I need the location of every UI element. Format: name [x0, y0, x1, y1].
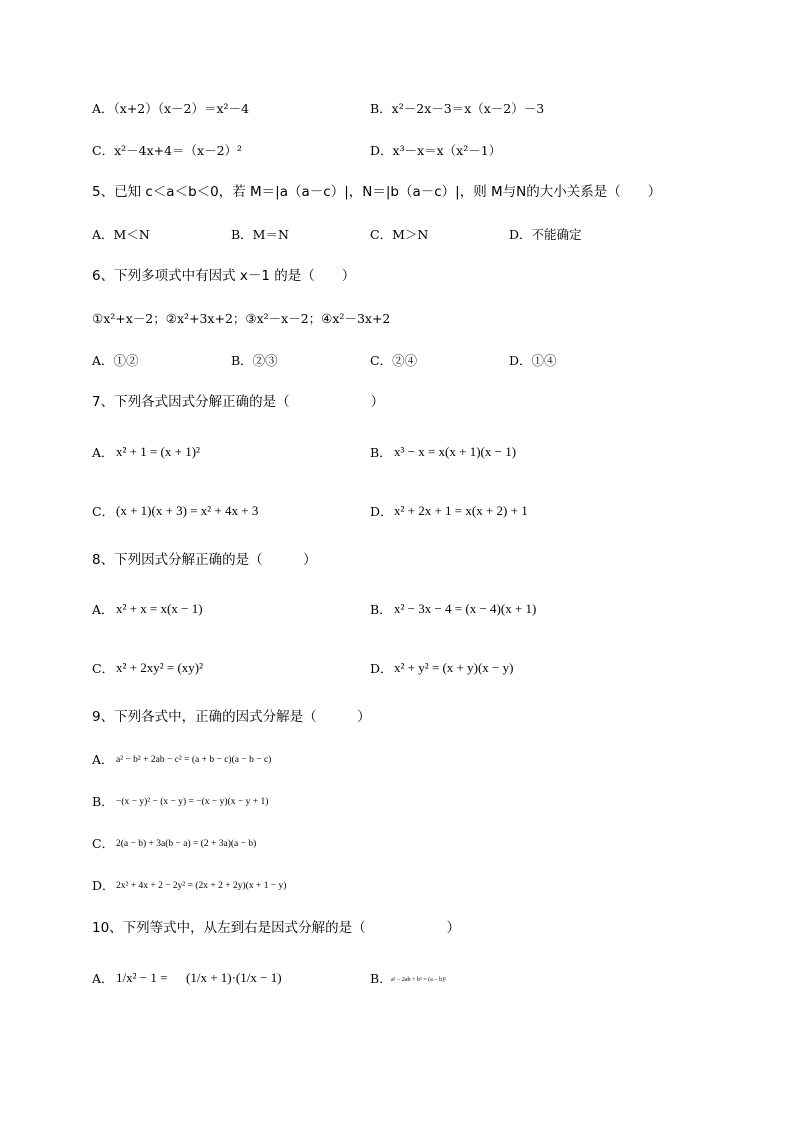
- q9-stem: 9、下列各式中，正确的因式分解是（ ）: [92, 709, 371, 725]
- q5-option-a: A．M＜N: [92, 227, 150, 242]
- q7-option-a-formula: x² + 1 = (x + 1)²: [116, 444, 200, 459]
- q9-option-c-label: C．: [92, 836, 115, 851]
- q9-option-d-formula: 2x² + 4x + 2 − 2y² = (2x + 2 + 2y)(x + 1 − y): [116, 881, 287, 891]
- q10-option-a-lhs: 1/x² − 1 =: [116, 970, 168, 985]
- q6-polynomial-list: ①x²+x－2；②x²+3x+2；③x²－x－2；④x²－3x+2: [92, 311, 391, 326]
- q10-option-b-label: B．: [370, 971, 392, 986]
- q7-option-b-formula: x³ − x = x(x + 1)(x − 1): [394, 444, 517, 459]
- q10-option-b-formula: a² − 2ab + b² = (a − b)²: [391, 977, 446, 983]
- q5-stem: 5、已知 c＜a＜b＜0，若 M＝|a（a－c）|，N＝|b（a－c）|，则 M与N的大小关系是（ ）: [92, 184, 662, 200]
- q8-option-c-label: C．: [92, 661, 115, 676]
- q8-option-a-formula: x² + x = x(x − 1): [116, 601, 203, 616]
- q5-option-d: D．不能确定: [509, 227, 582, 242]
- q6-stem: 6、下列多项式中有因式 x－1 的是（ ）: [92, 268, 356, 284]
- q9-option-b-formula: −(x − y)² − (x − y) = −(x − y)(x − y + 1): [116, 797, 269, 807]
- q7-option-b-label: B．: [370, 445, 392, 460]
- q6-option-d: D．①④: [509, 353, 557, 368]
- q9-option-a-label: A．: [92, 752, 114, 767]
- q7-option-a-label: A．: [92, 445, 114, 460]
- q6-option-c: C．②④: [370, 353, 418, 368]
- q8-stem: 8、下列因式分解正确的是（ ）: [92, 552, 317, 568]
- q9-option-d-label: D．: [92, 878, 115, 893]
- q8-option-b-formula: x² − 3x − 4 = (x − 4)(x + 1): [394, 601, 537, 616]
- q10-option-a-label: A．: [92, 971, 114, 986]
- q9-option-a-formula: a² − b² + 2ab − c² = (a + b − c)(a − b − c): [116, 755, 272, 765]
- q8-option-a-label: A．: [92, 602, 114, 617]
- q10-stem: 10、下列等式中，从左到右是因式分解的是（ ）: [92, 920, 461, 936]
- q9-option-b-label: B．: [92, 794, 114, 809]
- q7-option-c-label: C．: [92, 504, 115, 519]
- q5-option-c: C．M＞N: [370, 227, 429, 242]
- q8-option-d-label: D．: [370, 661, 393, 676]
- q9-option-c-formula: 2(a − b) + 3a(b − a) = (2 + 3a)(a − b): [116, 839, 257, 849]
- q7-option-c-formula: (x + 1)(x + 3) = x² + 4x + 3: [116, 503, 259, 518]
- q5-option-b: B．M＝N: [231, 227, 289, 242]
- q7-option-d-formula: x² + 2x + 1 = x(x + 2) + 1: [394, 503, 528, 518]
- q10-option-a-rhs: (1/x + 1)·(1/x − 1): [186, 970, 282, 985]
- q8-option-d-formula: x² + y² = (x + y)(x − y): [394, 660, 514, 675]
- q4-option-c: C．x²－4x+4＝（x－2）²: [92, 143, 243, 158]
- q8-option-c-formula: x² + 2xy² = (xy)²: [116, 660, 204, 675]
- q6-option-a: A．①②: [92, 353, 139, 368]
- q4-option-d: D．x³－x＝x（x²－1）: [370, 143, 502, 158]
- q7-option-d-label: D．: [370, 504, 393, 519]
- q4-option-b: B．x²－2x－3＝x（x－2）－3: [370, 101, 545, 116]
- q7-stem: 7、下列各式因式分解正确的是（ ）: [92, 394, 385, 410]
- q4-option-a: A．（x+2）（x－2）＝x²－4: [92, 101, 250, 116]
- q6-option-b: B．②③: [231, 353, 278, 368]
- q8-option-b-label: B．: [370, 602, 392, 617]
